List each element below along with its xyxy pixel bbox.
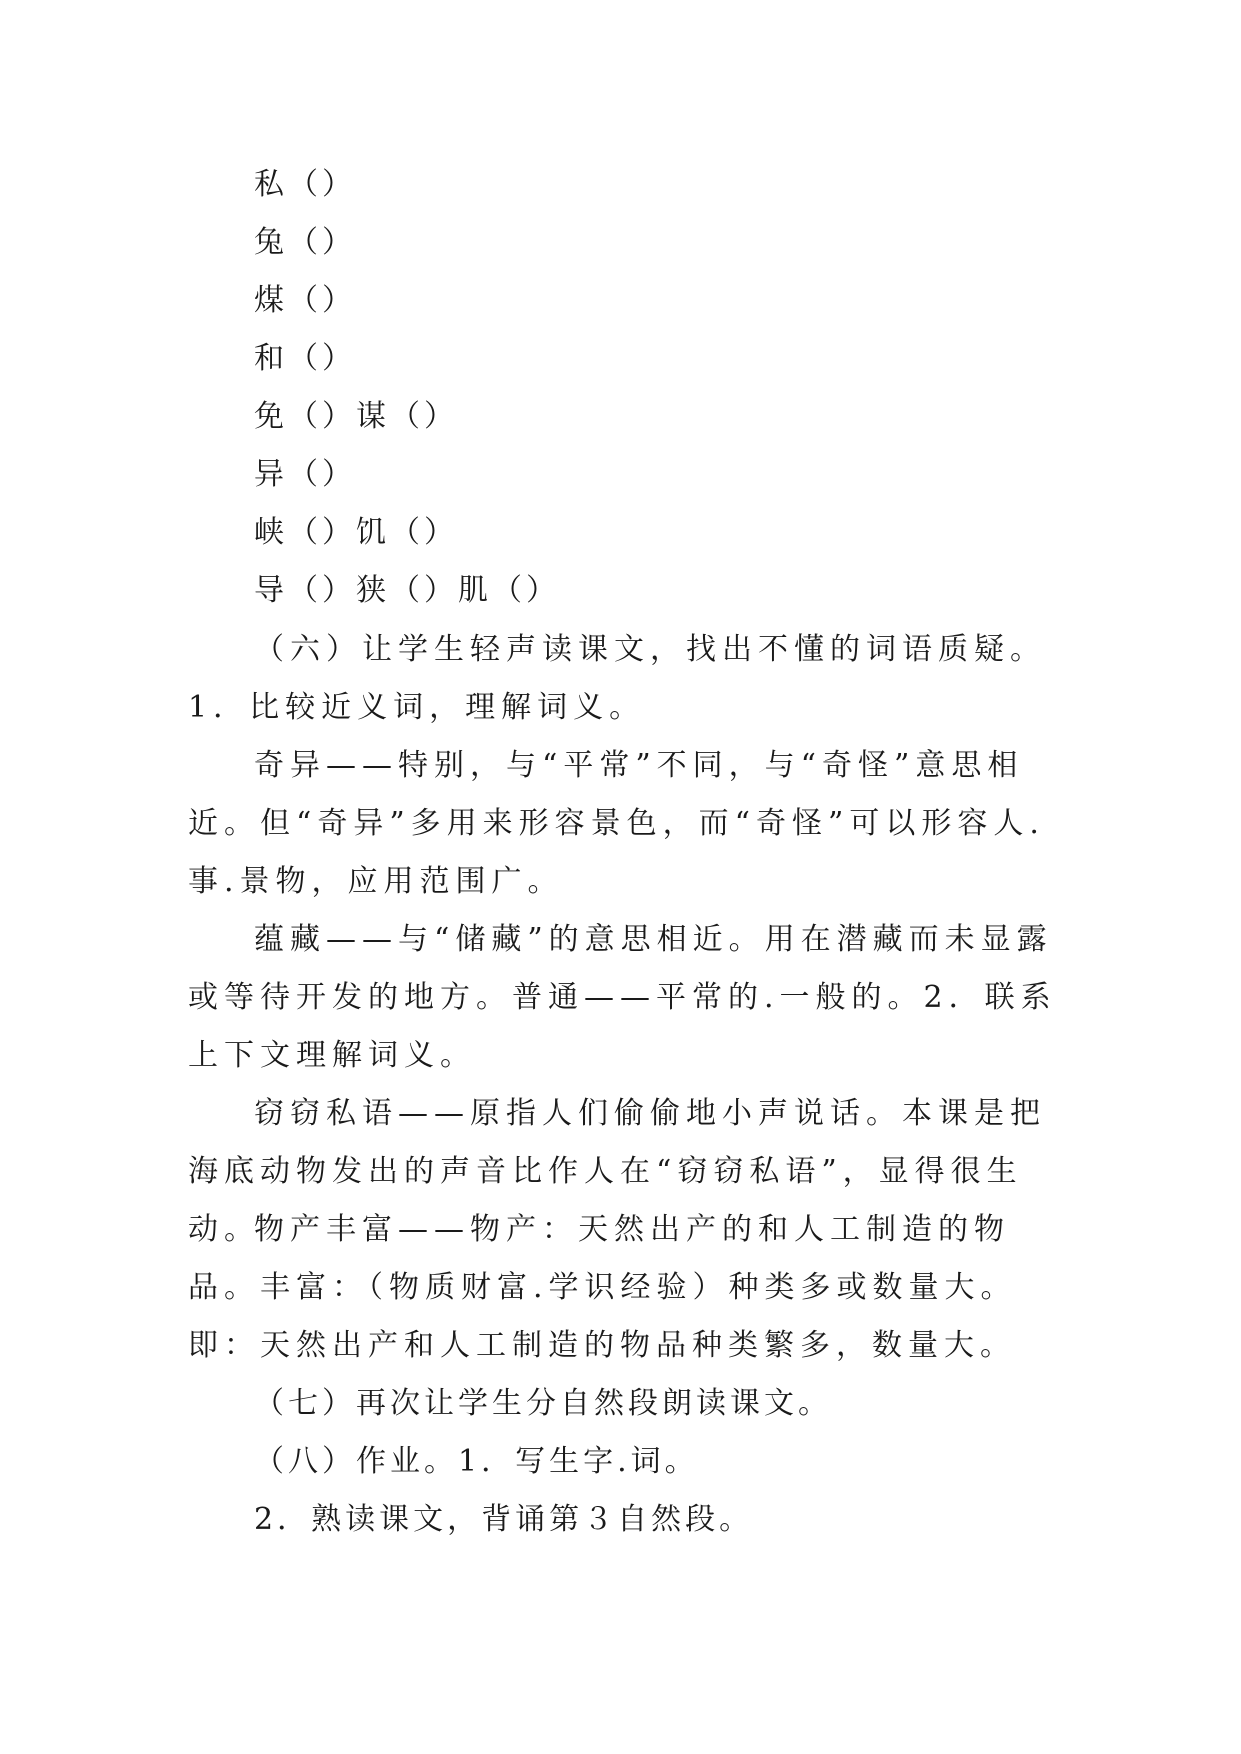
char-line-8: 导（）狭（）肌（） <box>254 573 560 608</box>
char-line-4: 和（） <box>254 341 356 376</box>
char-line-7: 峡（）饥（） <box>254 515 458 550</box>
paragraph-qieqie: 窃窃私语——原指人们偷偷地小声说话。本课是把海底动物发出的声音比作人在“窃窃私语”，显得很生动。 <box>188 1096 1046 1247</box>
char-line-6: 异（） <box>254 457 356 492</box>
char-line-5: 免（）谋（） <box>254 399 458 434</box>
paragraph-6: （六）让学生轻声读课文，找出不懂的词语质疑。1．比较近义词，理解词义。 <box>188 632 1046 725</box>
char-line-2: 兔（） <box>254 225 356 260</box>
char-line-3: 煤（） <box>254 283 356 318</box>
paragraph-8: （八）作业。1．写生字.词。 <box>254 1444 699 1479</box>
paragraph-7: （七）再次让学生分自然段朗读课文。 <box>254 1386 832 1421</box>
paragraph-qiyi: 奇异——特别，与“平常”不同，与“奇怪”意思相近。但“奇异”多用来形容景色，而“奇怪”可以形容人.事.景物，应用范围广。 <box>188 748 1045 899</box>
char-line-1: 私（） <box>254 167 356 202</box>
paragraph-homework-2: 2．熟读课文，背诵第３自然段。 <box>254 1502 754 1537</box>
paragraph-wuchan: 物产丰富——物产：天然出产的和人工制造的物品。丰富：（物质财富.学识经验）种类多或数量大。即：天然出产和人工制造的物品种类繁多，数量大。 <box>188 1212 1017 1363</box>
paragraph-yuncang: 蕴藏——与“储藏”的意思相近。用在潜藏而未显露或等待开发的地方。普通——平常的.一般的。2．联系上下文理解词义。 <box>188 922 1057 1073</box>
